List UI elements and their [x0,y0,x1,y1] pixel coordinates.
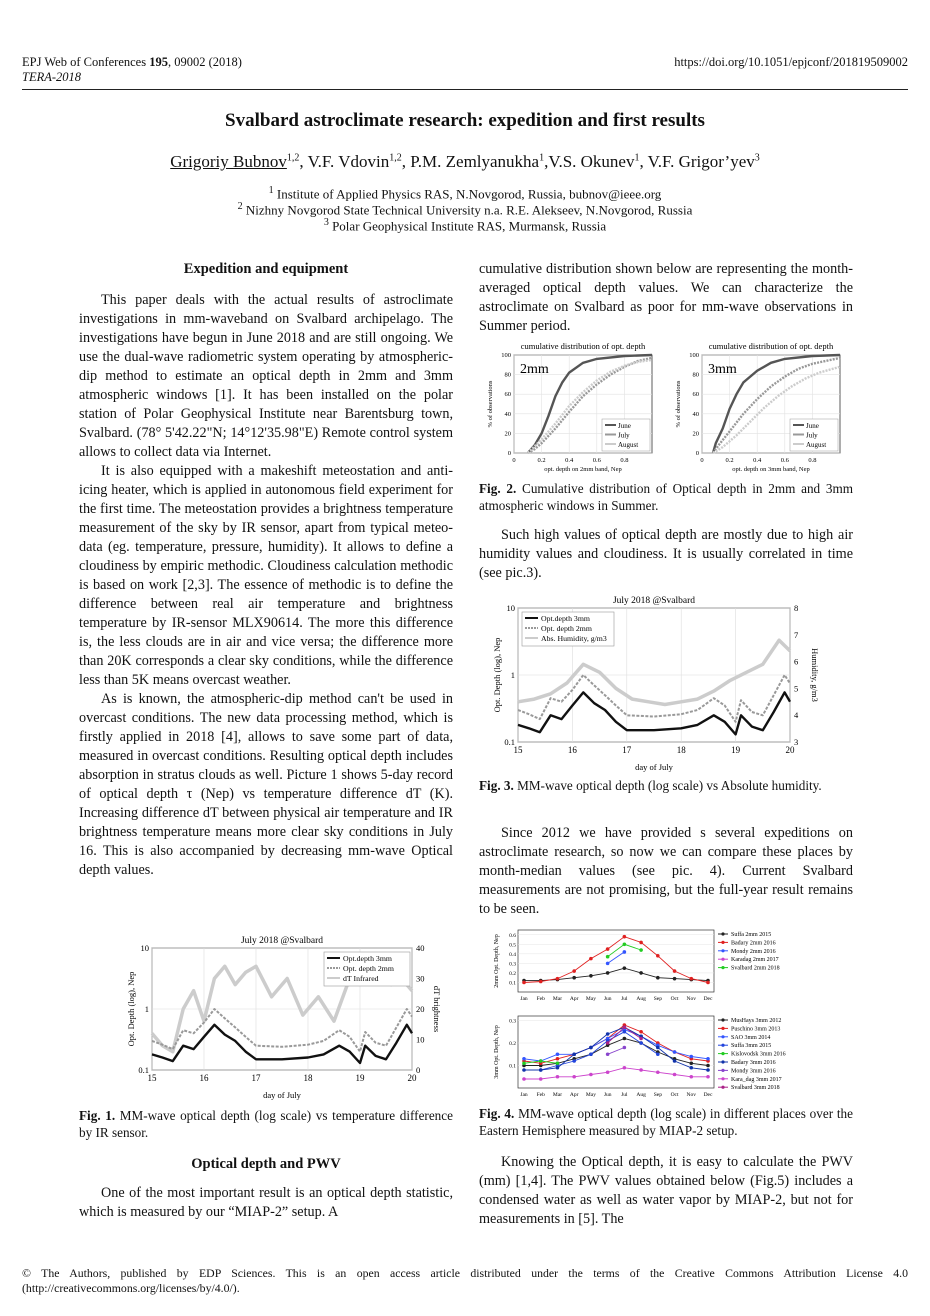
x-tick-label: Aug [636,1092,646,1098]
data-point [639,1037,643,1041]
data-point [639,1068,643,1072]
affiliation-2-num: 2 [237,201,243,212]
license-footer: © The Authors, published by EDP Sciences. This is an open access article distributed under the terms of the Creative Commons Attribution License 4.0 (http://creativecommons.org/licenses/by/4.0/). [22,1266,908,1295]
data-point [589,974,593,978]
x-tick-label: 0.8 [620,457,629,464]
legend-marker [721,966,724,969]
y-right-tick-label: 5 [794,683,799,694]
x-tick-label: 0.2 [537,457,546,464]
band-label: 3mm [708,362,737,377]
data-point [656,1070,660,1074]
y-tick-label: 60 [692,391,699,399]
series-line [524,1068,708,1079]
data-point [556,1057,560,1061]
figure-2-caption [479,480,853,514]
affiliation-1-num: 1 [268,185,274,196]
y-axis-label: % of observations [487,380,494,428]
y-right-tick-label: 10 [416,1034,425,1045]
data-point [556,977,560,981]
figure-2-caption-text: Cumulative distribution of Optical depth in 2mm and 3mm atmospheric windows in Summer. [479,481,853,513]
data-point [623,1037,627,1041]
data-point [623,1046,627,1050]
figure-4-charts [488,924,818,1104]
y-tick-label: 40 [692,410,699,418]
y-right-tick-label: 3 [794,737,799,747]
right-column-lower [479,824,853,919]
y-tick-label: 80 [692,371,699,379]
right-column-bottom [479,1153,853,1229]
series-line-opt-depth-3mm [152,1025,412,1063]
legend-label: July [806,431,818,440]
data-point [606,947,610,951]
y-right-tick-label: 20 [416,1004,425,1014]
data-point [706,1068,710,1072]
legend-marker [721,1035,724,1038]
data-point [689,1055,693,1059]
legend-marker [721,1086,724,1089]
x-tick-label: 18 [676,745,686,755]
y-right-tick-label: 30 [416,973,425,984]
data-point [572,1075,576,1079]
legend-marker [721,1018,724,1021]
affiliation-3-text: Polar Geophysical Institute RAS, Murmansk, Russia [332,218,607,234]
chart-title: July 2018 @Svalbard [612,596,696,606]
affiliation-3-num: 3 [323,217,329,228]
running-header-left [22,55,242,85]
data-point [522,1077,526,1081]
legend-label: MusHays 3mm 2012 [731,1018,782,1024]
x-tick-label: Jun [603,996,612,1002]
data-point [639,971,643,975]
x-tick-label: 0.2 [725,457,734,464]
data-point [623,966,627,970]
x-tick-label: 0 [700,457,704,464]
data-point [656,976,660,980]
data-point [539,1068,543,1072]
legend-label: Opt. depth 2mm [541,624,592,633]
data-point [606,955,610,959]
y-tick-label: 100 [689,352,699,359]
data-point [639,941,643,945]
x-tick-label: Mar [552,1092,563,1098]
y-right-axis-label: dT brightness [432,985,442,1033]
y-tick-label: 0 [507,450,511,457]
author-1: Grigoriy Bubnov [170,152,287,171]
data-point [639,1030,643,1034]
data-point [673,1059,677,1063]
data-point [623,1030,627,1034]
y-tick-label: 60 [504,391,511,399]
x-tick-label: 20 [407,1073,417,1083]
chart-title: cumulative distribution of opt. depth [520,341,646,351]
figure-1-chart [110,928,442,1108]
plot-frame [518,1016,714,1088]
data-point [656,954,660,958]
section-heading-optical-depth: Optical depth and PWV [191,1156,341,1172]
data-point [539,980,543,984]
figure-1-caption-text: MM-wave optical depth (log scale) vs temperature difference by IR sensor. [79,1108,453,1140]
y-tick-label: 0.1 [138,1065,149,1075]
header-rule [22,89,908,90]
series-line [524,968,708,980]
x-tick-label: Jul [621,996,628,1002]
y-tick-label: 0.3 [509,1018,516,1025]
figure-2-label: Fig. 2. [479,481,517,496]
y-right-tick-label: 40 [416,943,425,953]
author-4: ,V.S. Okunev [544,152,635,171]
x-tick-label: May [585,996,596,1002]
series-line [524,937,708,983]
data-point [689,1061,693,1065]
legend-marker [721,1052,724,1055]
paragraph: As is known, the atmospheric-dip method can't be used in overcast conditions. The new data processing method, which is firstly applied in 2018 [4], allows to save some part of data, measured in overcast conditions. Resulting optical depth includes absorption in stratus clouds as well. Picture 1 shows 5-day record of optical depth τ (Nep) vs temperature difference dT (K). Increasing difference dT between physical air temperature and IR brightness temperature means more clear sky conditions in July 16. This is also accompanied by decreasing mm-wave Optical depth values. [79,691,453,878]
x-tick-label: Aug [636,996,646,1002]
data-point [606,1052,610,1056]
y-tick-label: 20 [504,430,511,438]
paragraph: This paper deals with the actual results of astroclimate investigations in mm-waveband on Svalbard archipelago. The investigations have begun in June 2018 and are still ongoing. We use the dual-wave radiometric system operating by atmospheric-dip method to estimate an optical depth in 2mm and 3mm atmospheric windows [1]. It has been installed on the polar station of Polar Geophysical Institute near Barentsburg town, Svalbard. (78° 5'42.22"N; 14°12'35.98"E) Remote control system allows to collect data via Internet. [79,292,453,460]
data-point [556,1052,560,1056]
figure-3-caption [479,777,853,794]
y-right-tick-label: 8 [794,603,799,613]
series-line-abs-humidity-g-m3 [518,640,790,704]
author-list [0,152,930,172]
x-tick-label: Apr [569,996,579,1002]
legend-label: Svalbard 2mm 2018 [731,965,780,972]
x-tick-label: Sep [653,1092,662,1098]
legend-label: Kislovodsk 3mm 2016 [731,1051,786,1058]
legend-label: Svalbard 3mm 2018 [731,1085,780,1092]
y-tick-label: 0.1 [509,980,516,987]
data-point [539,1059,543,1063]
author-2: , V.F. Vdovin [299,152,390,171]
data-point [706,1075,710,1079]
x-tick-label: Nov [686,996,697,1002]
legend-label: August [618,441,639,449]
data-point [689,977,693,981]
x-tick-label: 18 [303,1073,313,1083]
x-tick-label: 0.4 [565,457,574,464]
x-tick-label: Feb [536,996,545,1002]
x-tick-label: Nov [686,1092,697,1098]
data-point [673,1073,677,1077]
y-tick-label: 0.1 [509,1063,516,1070]
y-tick-label: 0.6 [509,932,516,939]
legend-marker [721,949,724,952]
y-tick-label: 0.5 [509,942,516,949]
left-column-lower [79,1155,453,1222]
data-point [572,976,576,980]
legend-label: Suffa 2mm 2015 [731,932,772,938]
legend-label: Mondy 2mm 2016 [731,948,776,955]
data-point [623,950,627,954]
author-3-aff: 1 [539,152,545,164]
author-4-aff: 1 [634,152,640,164]
x-tick-label: 15 [513,745,523,755]
y-axis-label: % of observations [675,380,682,428]
doi-link[interactable]: https://doi.org/10.1051/epjconf/201819509002 [674,55,908,69]
data-point [639,948,643,952]
figure-2-charts [478,335,853,480]
y-axis-label: Opt. Depth (log), Nep [492,637,502,713]
y-right-tick-label: 4 [794,710,799,721]
legend-label: dT Infrared [343,974,379,983]
x-tick-label: Oct [670,996,679,1002]
x-tick-label: 0.8 [808,457,817,464]
x-tick-label: Apr [569,1092,579,1098]
legend-marker [721,1069,724,1072]
y-tick-label: 0.3 [509,961,516,968]
data-point [639,1041,643,1045]
data-point [706,1064,710,1068]
paragraph: Such high values of optical depth are mostly due to high air humidity values and cloudiness. It is usually correlated in time (see pic.3). [479,527,853,581]
data-point [623,935,627,939]
author-1-aff: 1,2 [286,152,300,164]
data-point [572,1059,576,1063]
data-point [606,1032,610,1036]
data-point [623,1066,627,1070]
chart-title: July 2018 @Svalbard [240,936,324,946]
data-point [522,1057,526,1061]
data-point [706,1057,710,1061]
x-tick-label: 0 [512,457,516,464]
paragraph: It is also equipped with a makeshift meteostation and anti-icing heater, which is applied in autonomous field experiment for the first time. The meteostation provides a brightness temperature measurement of the sky by IR sensor, apart from typical meteo-data (eg. temperature, pressure, humidity). It allows to define a cloudiness by empiric methodic. Cloudiness calculation methodic is based on work [2,3]. The essence of methodic is to define the difference between real air temperature and brightness temperature by IR-sensor MLX90614. The more this difference is, the less clouds are in air and vice versa; the difference more than 20K corresponds a clear sky conditions, while the difference less than 5K means overcast weather. [79,463,453,688]
x-tick-label: 19 [355,1073,365,1083]
x-tick-label: Dec [703,1092,713,1098]
data-point [606,1041,610,1045]
right-column-middle [479,526,853,583]
data-point [522,1061,526,1065]
x-tick-label: 0.4 [753,457,762,464]
y-tick-label: 40 [504,410,511,418]
paragraph: Knowing the Optical depth, it is easy to calculate the PWV (mm) [1,4]. The PWV values obtained below (Fig.5) includes a condensed water as well as water vapor by MIAP-2, but not for measurements in [5]. The [479,1154,853,1227]
x-tick-label: Sep [653,996,662,1002]
x-tick-label: 16 [199,1073,209,1083]
series-line [524,1039,708,1066]
x-tick-label: Jul [621,1092,628,1098]
x-axis-label: opt. depth on 3mm band, Nep [732,466,810,473]
data-point [522,1068,526,1072]
figure-4-caption-text: MM-wave optical depth (log scale) in different places over the Eastern Hemisphere measured by MIAP-2 setup. [479,1106,853,1138]
legend-marker [721,941,724,944]
x-tick-label: Oct [670,1092,679,1098]
x-tick-label: May [585,1092,596,1098]
series-line-opt-depth-3mm [518,692,790,734]
x-tick-label: Jun [603,1092,612,1098]
x-tick-label: 0.6 [780,457,789,464]
data-point [689,1066,693,1070]
y-tick-label: 100 [501,352,511,359]
data-point [556,1061,560,1065]
data-point [589,1052,593,1056]
y-axis-label: 3mm Opt. Depth, Nep [494,1025,500,1079]
data-point [572,969,576,973]
paragraph: One of the most important result is an optical depth statistic, which is measured by our “MIAP-2” setup. A [79,1185,453,1220]
legend-label: Opt.depth 3mm [343,954,392,963]
y-right-axis-label: Humidity, g/m3 [810,648,820,702]
legend-label: Suffa 3mm 2015 [731,1043,772,1050]
x-axis-label: day of July [635,762,673,772]
article-number: , 09002 (2018) [167,55,242,69]
figure-3-label: Fig. 3. [479,778,514,793]
y-right-tick-label: 7 [794,629,799,640]
data-point [589,1046,593,1050]
legend-label: SAO 3mm 2014 [731,1034,771,1041]
legend-label: Mondy 3mm 2016 [731,1068,776,1075]
data-point [623,943,627,947]
affiliation-2-text: Nizhny Novgorod State Technical University n.a. R.E. Alekseev, N.Novgorod, Russia [245,202,693,218]
author-5: , V.F. Grigor’yev [639,152,755,171]
data-point [572,1052,576,1056]
journal-name: EPJ Web of Conferences [22,55,147,69]
data-point [606,962,610,966]
figure-4-caption [479,1105,853,1139]
series-line-opt-depth-2mm [152,1009,412,1052]
y-tick-label: 1 [510,670,515,680]
x-tick-label: 17 [622,745,632,755]
legend-label: Karadag 2mm 2017 [731,957,779,964]
data-point [606,971,610,975]
y-tick-label: 80 [504,371,511,379]
author-5-aff: 3 [754,152,760,164]
data-point [589,1073,593,1077]
data-point [589,957,593,961]
left-column-upper [79,260,453,880]
affiliation-3 [0,215,930,234]
y-tick-label: 10 [140,943,149,953]
x-tick-label: Dec [703,996,713,1002]
data-point [689,1075,693,1079]
x-tick-label: Jan [520,1092,528,1098]
x-tick-label: 19 [731,745,741,755]
data-point [706,981,710,985]
chart-title: cumulative distribution of opt. depth [708,341,834,351]
x-tick-label: Mar [552,996,563,1002]
data-point [656,1052,660,1056]
figure-4-label: Fig. 4. [479,1106,515,1121]
legend-label: August [806,441,827,449]
paragraph: cumulative distribution shown below are representing the month-averaged optical depth values. We can characterize the astroclimate on Svalbard as poor for mm-wave observations in Summer period. [479,261,853,334]
legend-label: Puschino 3mm 2013 [731,1026,781,1033]
data-point [556,1075,560,1079]
legend-label: Badary 3mm 2016 [731,1060,776,1066]
legend-marker [721,1077,724,1080]
legend-label: Badary 2mm 2016 [731,940,776,947]
figure-1-label: Fig. 1. [79,1108,116,1123]
author-2-aff: 1,2 [389,152,402,164]
data-point [539,1077,543,1081]
legend-marker [721,932,724,935]
data-point [673,1050,677,1054]
y-axis-label: 2mm Opt. Depth, Nep [494,934,500,988]
data-point [656,1046,660,1050]
affiliation-1-text: Institute of Applied Physics RAS, N.Novgorod, Russia, bubnov@ieee.org [276,186,662,202]
data-point [673,977,677,981]
data-point [673,969,677,973]
y-tick-label: 0.2 [509,1041,516,1047]
y-tick-label: 20 [692,430,699,438]
series-line-opt-depth-2mm [518,675,790,722]
band-label: 2mm [520,362,549,377]
legend-label: July [618,431,630,440]
x-tick-label: 17 [251,1073,261,1083]
y-axis-label: Opt. Depth (log), Nep [126,971,136,1047]
data-point [556,1066,560,1070]
right-column-top [479,260,853,336]
journal-volume: 195 [149,55,168,69]
legend-marker [721,1060,724,1063]
legend-marker [721,1027,724,1030]
legend-marker [721,1044,724,1047]
series-line [524,1030,708,1062]
y-tick-label: 0.1 [504,737,515,747]
data-point [606,1070,610,1074]
x-tick-label: Jan [520,996,528,1002]
x-tick-label: Feb [536,1092,545,1098]
legend-label: Opt.depth 3mm [541,614,590,623]
y-right-tick-label: 0 [416,1065,421,1075]
x-tick-label: 15 [147,1073,157,1083]
x-tick-label: 16 [567,745,577,755]
y-tick-label: 10 [506,603,515,613]
paragraph: Since 2012 we have provided s several expeditions on astroclimate research, so now we can compare these places by month-median values (see pic. 4). Current Svalbard measurements are not promising, but the full-year result remains to be seen. [479,825,853,917]
legend-marker [721,958,724,961]
y-right-tick-label: 6 [794,656,799,667]
x-tick-label: 0.6 [592,457,601,464]
figure-1-caption [79,1107,453,1141]
figure-3-chart [480,592,825,774]
y-tick-label: 0.2 [509,970,516,977]
y-tick-label: 0 [695,450,699,457]
author-3: , P.M. Zemlyanukha [401,152,540,171]
legend-label: Kara_dag 3mm 2017 [731,1076,782,1083]
paper-title: Svalbard astroclimate research: expedition and first results [225,110,705,131]
y-tick-label: 1 [144,1004,149,1014]
data-point [522,981,526,985]
legend-label: June [618,422,631,430]
y-tick-label: 0.4 [509,951,516,958]
series-line [608,1048,625,1055]
x-tick-label: 20 [785,745,795,755]
figure-3-caption-text: MM-wave optical depth (log scale) vs Absolute humidity. [513,778,822,793]
data-point [623,1025,627,1029]
legend-label: June [806,422,819,430]
x-axis-label: opt. depth on 2mm band, Nep [544,466,622,473]
legend-label: Opt. depth 2mm [343,964,394,973]
section-heading-expedition: Expedition and equipment [183,261,349,277]
legend-label: Abs. Humidity, g/m3 [541,634,607,643]
conference-name: TERA-2018 [22,70,82,84]
x-axis-label: day of July [263,1090,301,1100]
